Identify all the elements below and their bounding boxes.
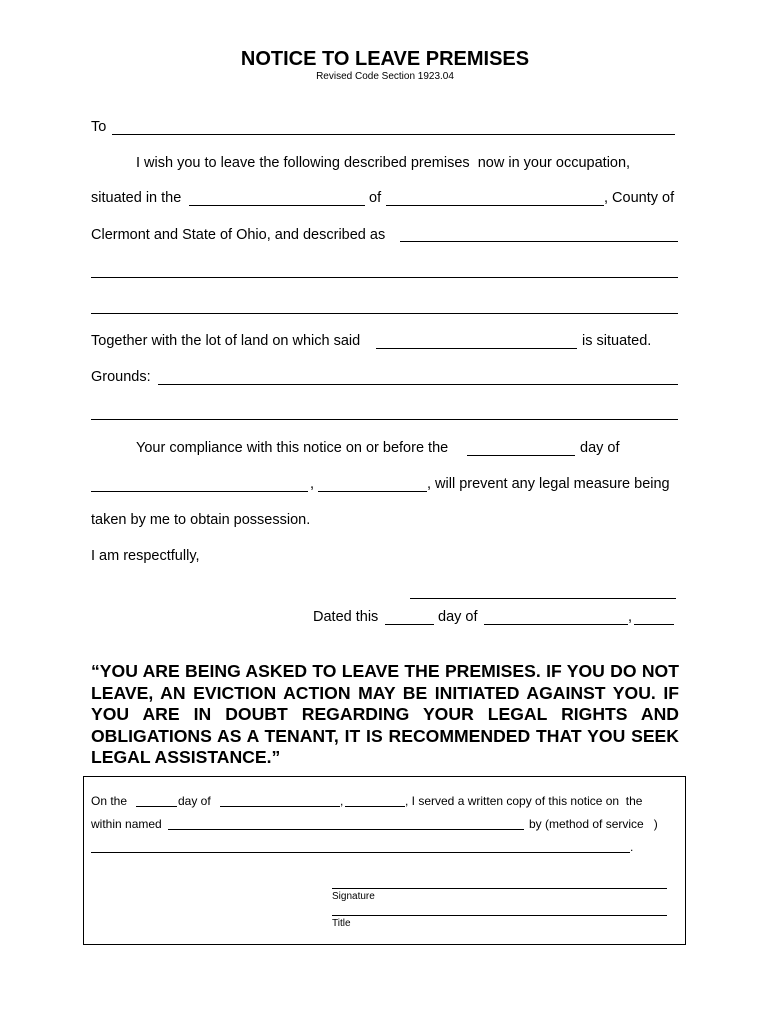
title-label: Title	[332, 918, 351, 929]
dated-this-label: Dated this	[313, 609, 379, 625]
method-field[interactable]	[91, 852, 630, 853]
description-line-2[interactable]	[91, 313, 678, 314]
is-situated-text: is situated.	[582, 333, 652, 349]
county-label: , County of	[604, 190, 675, 206]
grounds-line-2[interactable]	[91, 419, 678, 420]
grounds-field[interactable]	[158, 384, 678, 385]
service-day-of: day of	[178, 794, 211, 808]
compliance-year-field[interactable]	[318, 491, 427, 492]
respectfully-text: I am respectfully,	[91, 548, 200, 564]
situated-field[interactable]	[189, 205, 365, 206]
p1-text: I wish you to leave the following described premises now in your occupation,	[136, 155, 631, 171]
described-field[interactable]	[400, 241, 678, 242]
compliance-comma: ,	[310, 476, 315, 492]
dated-month-field[interactable]	[484, 624, 628, 625]
service-served-text: , I served a written copy of this notice on the	[405, 794, 643, 808]
to-label: To	[91, 119, 107, 135]
service-comma: ,	[340, 794, 344, 808]
of-label: of	[369, 190, 382, 206]
dated-year-field[interactable]	[634, 624, 674, 625]
dated-comma: ,	[628, 609, 633, 625]
dated-day-of-label: day of	[438, 609, 478, 625]
description-line-1[interactable]	[91, 277, 678, 278]
eviction-warning: “YOU ARE BEING ASKED TO LEAVE THE PREMISES. IF YOU DO NOT LEAVE, AN EVICTION ACTION MAY BE INITIATED AGAINST YOU. IF YOU ARE IN DOUBT REGARDING YOUR LEGAL RIGHTS AND OBLIGATIONS AS A TENANT, IT IS RECOMMENDED THAT YOU SEEK LEGAL ASSISTANCE.”	[91, 661, 679, 767]
compliance-day-of: day of	[580, 440, 620, 456]
clermont-text: Clermont and State of Ohio, and described as	[91, 227, 386, 243]
together-text: Together with the lot of land on which said	[91, 333, 361, 349]
within-named-field[interactable]	[168, 829, 524, 830]
signature-label: Signature	[332, 891, 375, 902]
service-on-the: On the	[91, 794, 128, 808]
method-period: .	[630, 840, 634, 854]
compliance-day-field[interactable]	[467, 455, 575, 456]
server-title-line[interactable]	[332, 915, 667, 916]
grounds-label: Grounds:	[91, 369, 151, 385]
service-month-field[interactable]	[220, 806, 340, 807]
service-day-field[interactable]	[136, 806, 177, 807]
compliance-month-field[interactable]	[91, 491, 308, 492]
service-year-field[interactable]	[345, 806, 405, 807]
within-named-label: within named	[91, 817, 162, 831]
page-subtitle: Revised Code Section 1923.04	[316, 71, 454, 82]
of-field[interactable]	[386, 205, 604, 206]
page-title: NOTICE TO LEAVE PREMISES	[240, 48, 530, 70]
building-field[interactable]	[376, 348, 577, 349]
dated-day-field[interactable]	[385, 624, 434, 625]
server-signature-line[interactable]	[332, 888, 667, 889]
to-field[interactable]	[112, 134, 675, 135]
method-of-service-label: by (method of service )	[529, 817, 658, 831]
compliance-text: Your compliance with this notice on or before the	[136, 440, 449, 456]
landlord-signature-line[interactable]	[410, 598, 676, 599]
situated-label: situated in the	[91, 190, 182, 206]
taken-text: taken by me to obtain possession.	[91, 512, 311, 528]
prevent-text: , will prevent any legal measure being	[427, 476, 670, 492]
